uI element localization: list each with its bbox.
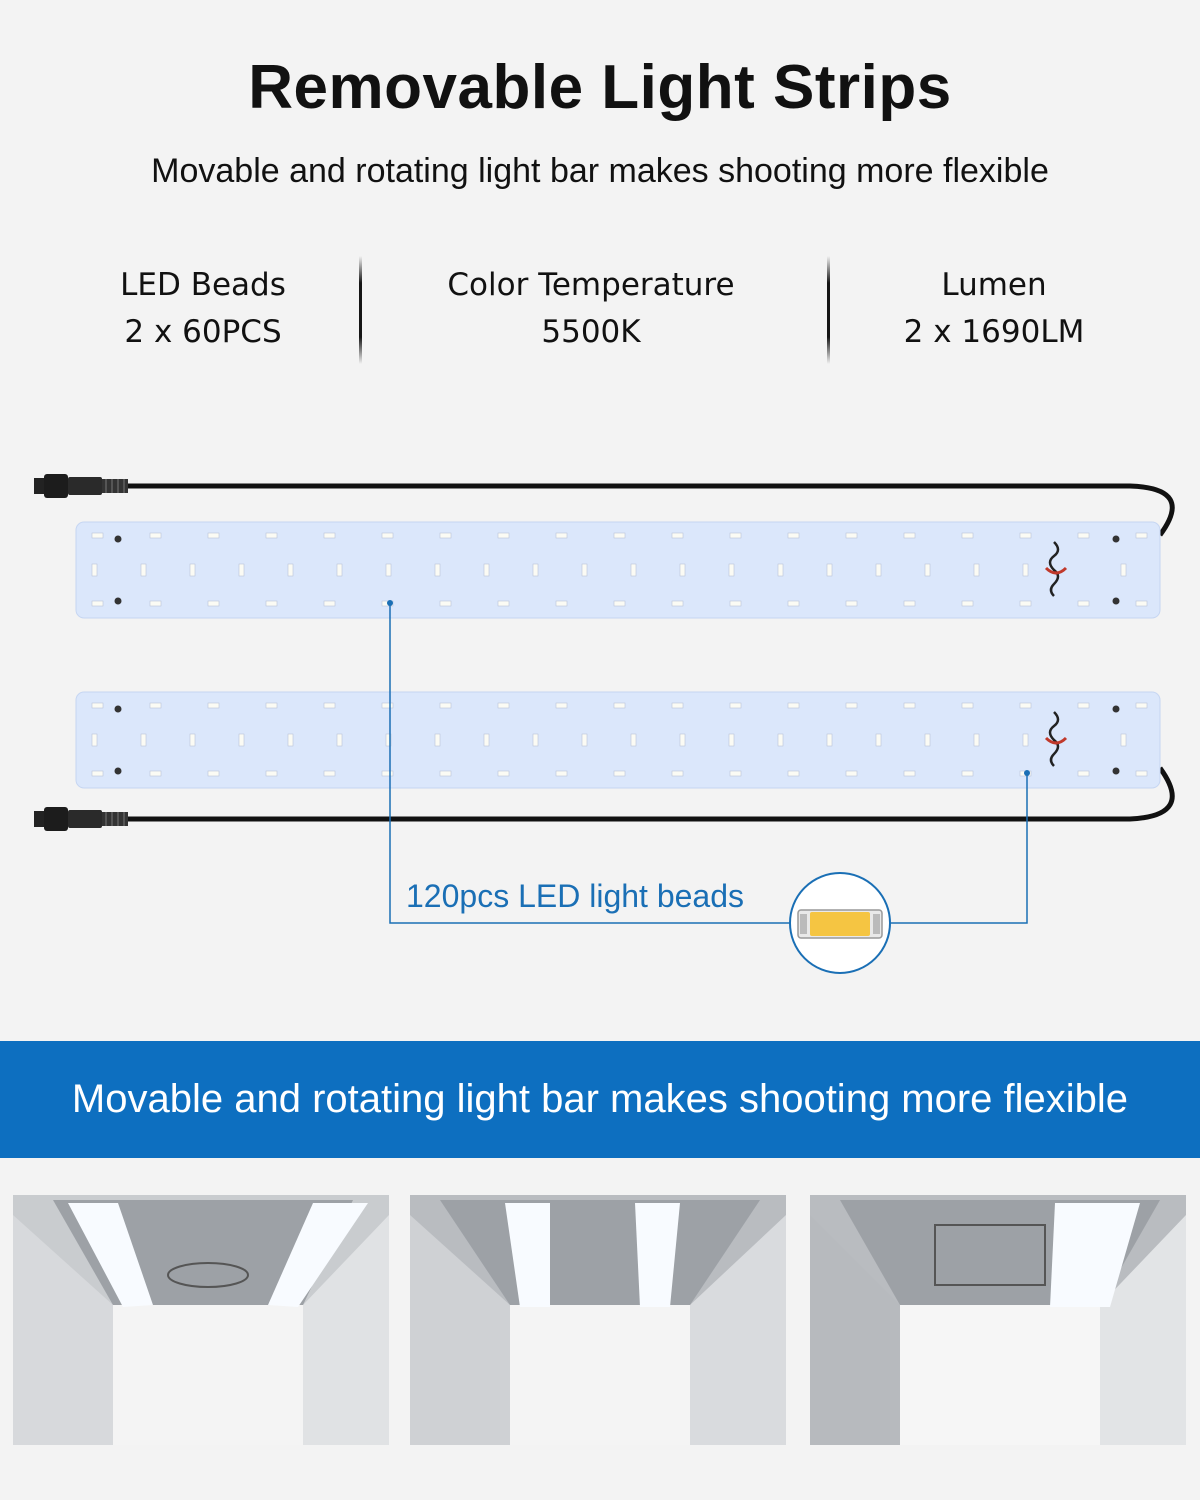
led-bead xyxy=(582,734,587,746)
led-bead xyxy=(680,734,685,746)
led-bead xyxy=(827,564,832,576)
led-bead xyxy=(788,533,799,538)
led-bead xyxy=(150,771,161,776)
spec-label: Lumen xyxy=(941,267,1047,303)
led-bead xyxy=(962,601,973,606)
led-bead xyxy=(190,564,195,576)
led-bead xyxy=(141,564,146,576)
led-bead xyxy=(788,703,799,708)
led-bead xyxy=(672,533,683,538)
led-bead xyxy=(208,771,219,776)
led-bead xyxy=(672,703,683,708)
spec-lumen xyxy=(824,262,1164,356)
banner xyxy=(0,1041,1200,1158)
led-bead xyxy=(730,601,741,606)
led-bead xyxy=(1136,703,1147,708)
led-bead xyxy=(533,564,538,576)
led-bead xyxy=(208,533,219,538)
led-bead xyxy=(1136,601,1147,606)
led-bead xyxy=(435,734,440,746)
led-bead xyxy=(680,564,685,576)
led-bead xyxy=(92,564,97,576)
led-bead xyxy=(631,734,636,746)
led-bead xyxy=(92,601,103,606)
led-bead xyxy=(150,601,161,606)
spec-color-temperature xyxy=(421,262,761,356)
led-bead xyxy=(729,734,734,746)
led-bead xyxy=(92,734,97,746)
led-bead xyxy=(435,564,440,576)
led-bead xyxy=(1020,601,1031,606)
led-bead xyxy=(382,703,393,708)
led-bead xyxy=(150,533,161,538)
spec-label: LED Beads xyxy=(120,267,286,303)
led-bead xyxy=(556,771,567,776)
led-bead xyxy=(533,734,538,746)
callout-label: 120pcs LED light beads xyxy=(406,878,744,914)
led-bead xyxy=(92,771,103,776)
led-bead xyxy=(208,601,219,606)
led-bead xyxy=(324,703,335,708)
led-bead xyxy=(1136,771,1147,776)
led-bead xyxy=(288,734,293,746)
spec-divider xyxy=(359,256,362,364)
light-box-photo-sides-icon xyxy=(13,1195,389,1445)
led-bead xyxy=(730,533,741,538)
led-bead xyxy=(1020,533,1031,538)
led-bead xyxy=(1078,533,1089,538)
spec-value: 2 x 60PCS xyxy=(124,314,282,350)
led-bead xyxy=(1136,533,1147,538)
light-box-photo-center-icon xyxy=(410,1195,786,1445)
banner-text: Movable and rotating light bar makes shooting more flexible xyxy=(71,1077,1129,1121)
led-bead xyxy=(1078,771,1089,776)
led-bead xyxy=(904,703,915,708)
led-bead xyxy=(904,601,915,606)
led-bead xyxy=(266,771,277,776)
led-bead xyxy=(730,703,741,708)
led-bead xyxy=(190,734,195,746)
led-bead xyxy=(386,564,391,576)
led-bead xyxy=(1023,564,1028,576)
led-bead xyxy=(631,564,636,576)
spec-led-beads xyxy=(33,262,373,356)
led-bead xyxy=(440,601,451,606)
led-bead xyxy=(974,564,979,576)
led-bead xyxy=(876,564,881,576)
led-bead xyxy=(92,703,103,708)
led-bead xyxy=(440,533,451,538)
led-bead xyxy=(778,564,783,576)
led-bead xyxy=(382,533,393,538)
led-bead xyxy=(962,533,973,538)
led-bead xyxy=(614,601,625,606)
led-bead xyxy=(556,533,567,538)
led-bead xyxy=(440,771,451,776)
dc-plug-icon xyxy=(34,474,128,498)
led-bead xyxy=(141,734,146,746)
led-strips-illustration xyxy=(0,440,1200,1000)
led-bead xyxy=(1078,703,1089,708)
led-bead xyxy=(556,703,567,708)
led-bead xyxy=(1121,564,1126,576)
led-bead xyxy=(266,703,277,708)
spec-value: 5500K xyxy=(541,314,641,350)
dc-plug-icon xyxy=(34,807,128,831)
led-bead xyxy=(614,533,625,538)
led-bead xyxy=(1078,601,1089,606)
led-bead xyxy=(239,734,244,746)
page-title: Removable Light Strips xyxy=(248,53,952,122)
led-bead xyxy=(778,734,783,746)
led-bead xyxy=(150,703,161,708)
led-bead xyxy=(846,601,857,606)
led-bead xyxy=(239,564,244,576)
led-bead xyxy=(484,564,489,576)
led-bead xyxy=(484,734,489,746)
led-bead xyxy=(729,564,734,576)
led-bead xyxy=(788,601,799,606)
led-bead xyxy=(324,771,335,776)
led-bead xyxy=(440,703,451,708)
led-bead xyxy=(876,734,881,746)
led-bead xyxy=(92,533,103,538)
led-bead xyxy=(846,771,857,776)
led-bead xyxy=(904,533,915,538)
led-bead xyxy=(582,564,587,576)
led-bead xyxy=(382,771,393,776)
led-bead xyxy=(827,734,832,746)
led-bead xyxy=(1020,703,1031,708)
led-bead xyxy=(337,734,342,746)
callout-line xyxy=(890,773,1027,923)
led-bead xyxy=(498,533,509,538)
led-bead xyxy=(962,771,973,776)
led-bead xyxy=(498,601,509,606)
led-bead xyxy=(846,533,857,538)
led-bead xyxy=(974,734,979,746)
led-bead xyxy=(288,564,293,576)
led-bead xyxy=(1121,734,1126,746)
led-bead xyxy=(846,703,857,708)
led-bead xyxy=(925,734,930,746)
led-bead xyxy=(672,601,683,606)
led-bead-closeup-icon xyxy=(790,873,890,973)
spec-value: 2 x 1690LM xyxy=(903,314,1085,350)
light-box-photo-right-icon xyxy=(810,1195,1186,1445)
spec-label: Color Temperature xyxy=(447,267,735,303)
led-bead xyxy=(962,703,973,708)
led-bead xyxy=(266,533,277,538)
led-bead xyxy=(266,601,277,606)
led-bead xyxy=(498,771,509,776)
led-bead xyxy=(337,564,342,576)
led-bead xyxy=(788,771,799,776)
led-bead xyxy=(672,771,683,776)
led-bead xyxy=(904,771,915,776)
led-bead xyxy=(208,703,219,708)
led-bead xyxy=(1023,734,1028,746)
led-bead xyxy=(614,703,625,708)
page-subtitle: Movable and rotating light bar makes shooting more flexible xyxy=(151,152,1049,190)
led-bead xyxy=(614,771,625,776)
led-bead xyxy=(324,601,335,606)
led-bead xyxy=(925,564,930,576)
led-bead xyxy=(324,533,335,538)
led-bead xyxy=(556,601,567,606)
led-bead xyxy=(498,703,509,708)
led-bead xyxy=(730,771,741,776)
